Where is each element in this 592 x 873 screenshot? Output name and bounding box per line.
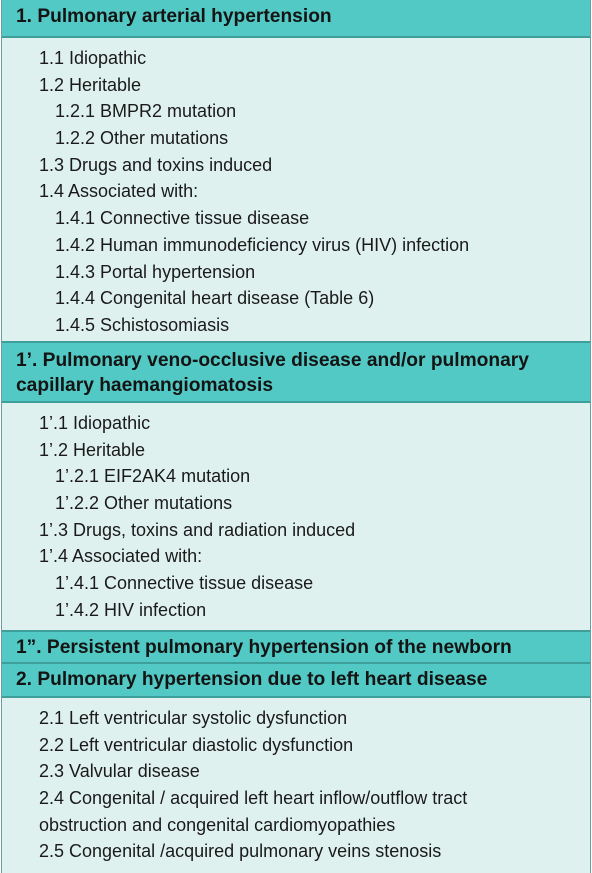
list-item: 1.2.1 BMPR2 mutation: [55, 101, 237, 122]
list-item: 1.4.5 Schistosomiasis: [55, 314, 230, 335]
list-item: 1.1 Idiopathic: [39, 48, 147, 68]
section-header-text-line1: 1’. Pulmonary veno-occlusive disease and/or pulmonary: [16, 350, 529, 371]
list-item: 1’.3 Drugs, toxins and radiation induced: [39, 519, 356, 540]
list-item: 1.3 Drugs and toxins induced: [39, 154, 273, 175]
section-header-pvod: [2, 341, 590, 403]
list-item: 1’.1 Idiopathic: [39, 413, 151, 433]
list-item: 1.4.2 Human immunodeficiency virus (HIV) infection: [55, 234, 470, 255]
list-item: 2.3 Valvular disease: [39, 761, 200, 782]
list-item: 1.4 Associated with:: [39, 181, 199, 202]
list-item: 2.5 Congenital /acquired pulmonary veins stenosis: [39, 841, 442, 862]
section-body-pvod: [2, 403, 590, 630]
list-item: 1’.4.2 HIV infection: [55, 599, 207, 620]
list-item: 1.4.3 Portal hypertension: [55, 261, 256, 282]
list-item: 1’.4 Associated with:: [39, 546, 203, 567]
list-item: 1’.4.1 Connective tissue disease: [55, 573, 314, 594]
list-item: 2.4 Congenital / acquired left heart inflow/outflow tract: [39, 788, 468, 809]
list-item-continuation: obstruction and congenital cardiomyopathies: [39, 814, 396, 835]
section-header-pah: [2, 0, 590, 38]
section-header-text: 1”. Persistent pulmonary hypertension of the newborn: [16, 637, 512, 658]
list-item: 1.4.4 Congenital heart disease (Table 6): [55, 288, 375, 309]
list-item: 1.4.1 Connective tissue disease: [55, 208, 310, 229]
section-header-pphn: [2, 630, 590, 664]
section-body-pah: [2, 38, 590, 341]
section-header-text: 2. Pulmonary hypertension due to left heart disease: [16, 669, 488, 690]
classification-table: [1, 0, 591, 873]
list-item: 2.1 Left ventricular systolic dysfunction: [39, 708, 348, 728]
list-item: 1’.2.2 Other mutations: [55, 493, 233, 514]
list-item: 1.2 Heritable: [39, 74, 142, 95]
list-item: 1.2.2 Other mutations: [55, 128, 229, 149]
section-body-left-heart: [2, 698, 590, 873]
list-item: 2.2 Left ventricular diastolic dysfunction: [39, 734, 354, 755]
section-header-left-heart: [2, 664, 590, 698]
section-header-text-line2: capillary haemangiomatosis: [16, 375, 273, 396]
list-item: 1’.2.1 EIF2AK4 mutation: [55, 466, 251, 487]
section-header-text: 1. Pulmonary arterial hypertension: [16, 6, 332, 27]
list-item: 1’.2 Heritable: [39, 439, 146, 460]
